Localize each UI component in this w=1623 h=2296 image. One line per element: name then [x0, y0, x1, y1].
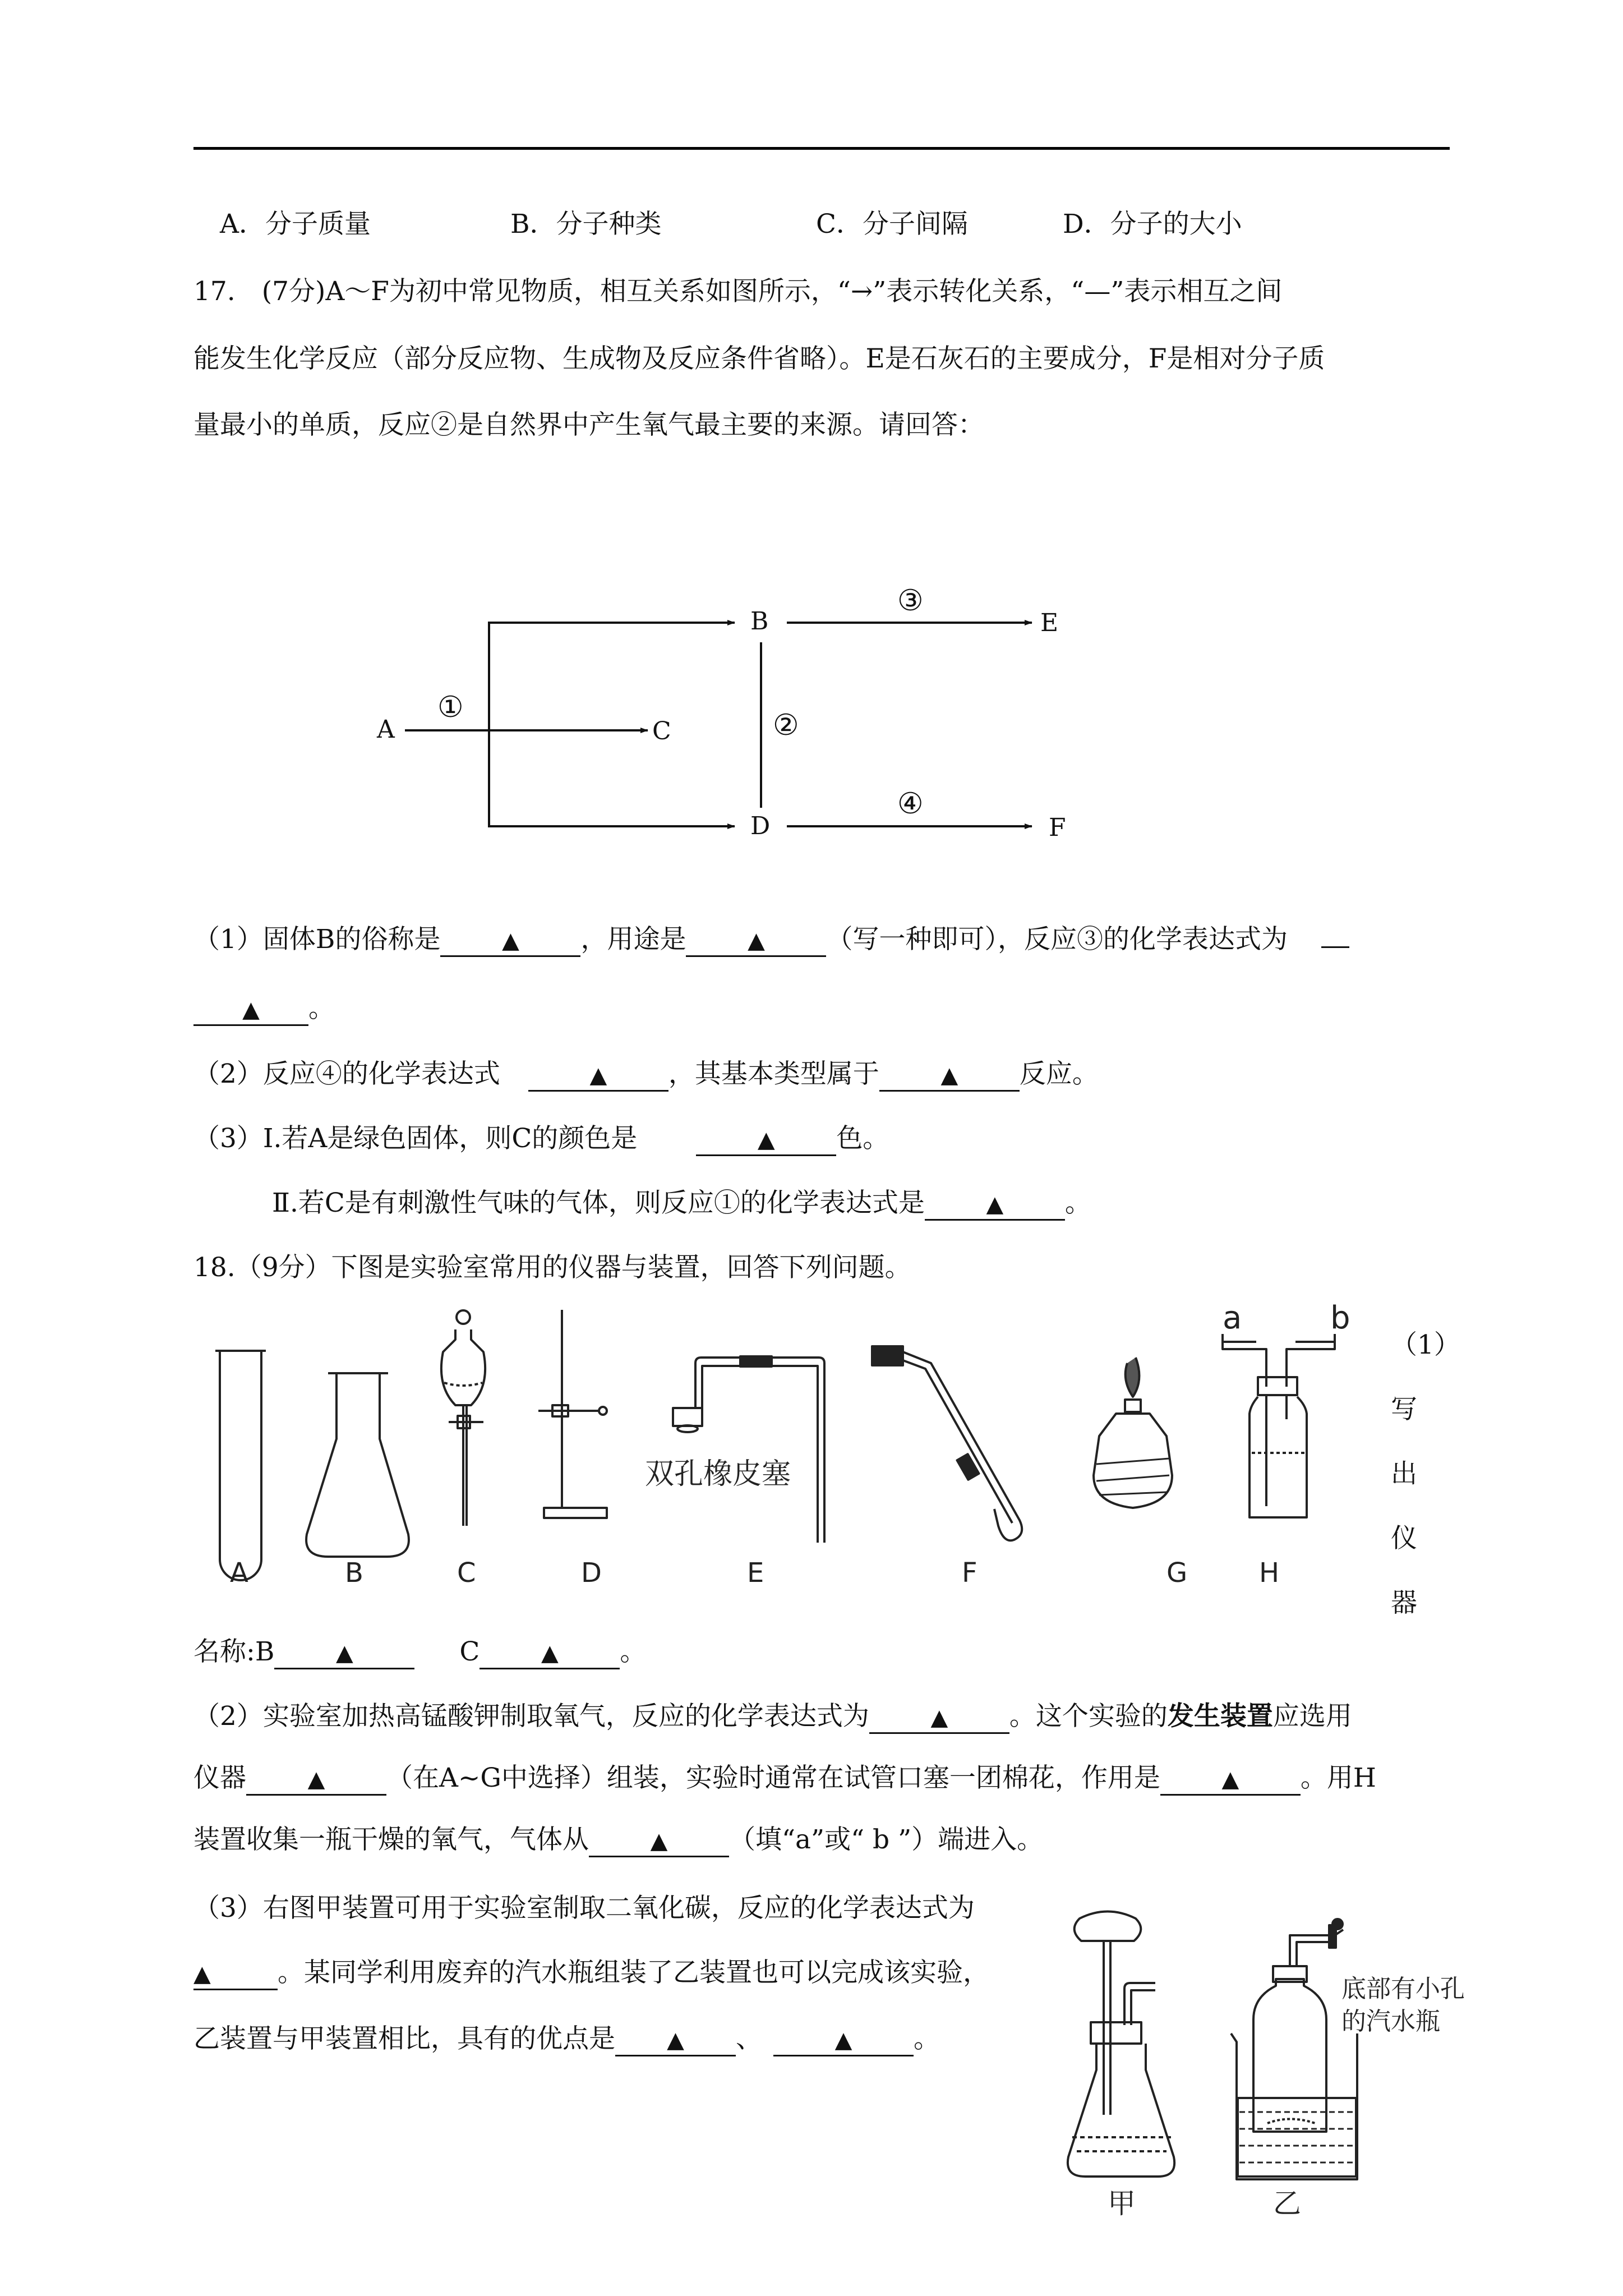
answer-blank[interactable]: ▲ — [246, 1764, 386, 1796]
answer-blank[interactable]: ▲ — [274, 1637, 414, 1669]
answer-blank[interactable]: ▲ — [925, 1189, 1065, 1221]
q16-option-d: D．分子的大小 — [1063, 209, 1242, 240]
answer-blank[interactable]: ▲ — [193, 994, 308, 1026]
reaction-2-label: ② — [773, 708, 799, 742]
yi-note-line1: 底部有小孔 — [1341, 1975, 1465, 2003]
apparatus-label-b: B — [345, 1557, 363, 1589]
jia-label: 甲 — [1108, 2187, 1136, 2220]
answer-blank[interactable]: ▲ — [589, 1825, 729, 1857]
apparatus-label-a: A — [230, 1557, 248, 1589]
apparatus-label-d: D — [581, 1557, 602, 1589]
q17-intro-line1: 17. (7分)A～F为初中常见物质，相互关系如图所示，“→”表示转化关系，“—”表示相互之间 — [193, 276, 1283, 307]
answer-blank[interactable]: ▲ — [479, 1637, 620, 1669]
answer-blank[interactable]: ▲ — [615, 2024, 736, 2056]
reaction-4-label: ④ — [897, 787, 924, 821]
h-port-b: b — [1330, 1300, 1350, 1336]
answer-blank[interactable]: ▲ — [773, 2024, 914, 2056]
answer-blank[interactable]: ▲ — [528, 1060, 668, 1092]
q18-part2-line2: 仪器 ▲ （在A~G中选择）组装，实验时通常在试管口塞一团棉花，作用是 ▲ 。用H — [193, 1761, 1376, 1796]
q18-part1-vertical: （1） 写 出 仪 器 — [1391, 1329, 1460, 1618]
answer-blank[interactable]: ▲ — [879, 1060, 1020, 1092]
q17-part3-ii: Ⅱ.若C是有刺激性气味的气体，则反应①的化学表达式是 ▲ 。 — [272, 1186, 1091, 1221]
q16-option-c: C．分子间隔 — [816, 209, 968, 240]
yi-apparatus-icon — [1231, 1919, 1357, 2179]
e-caption: 双孔橡皮塞 — [645, 1457, 791, 1491]
q17-part2: （2）反应④的化学表达式 ▲ ，其基本类型属于 ▲ 反应。 — [193, 1057, 1099, 1092]
q16-option-a: A．分子质量 — [220, 209, 371, 240]
node-f: F — [1049, 813, 1066, 842]
h-port-a: a — [1223, 1300, 1242, 1336]
apparatus-label-e: E — [747, 1557, 764, 1589]
q18-intro: 18.（9分）下图是实验室常用的仪器与装置，回答下列问题。 — [193, 1252, 911, 1283]
q18-part2-line1: （2）实验室加热高锰酸钾制取氧气，反应的化学表达式为 ▲ 。这个实验的发生装置应选用 — [193, 1700, 1352, 1734]
q17-intro-line2: 能发生化学反应（部分反应物、生成物及反应条件省略）。E是石灰石的主要成分，F是相对分子质 — [193, 343, 1325, 374]
node-d: D — [750, 812, 771, 840]
answer-blank[interactable]: ▲ — [696, 1124, 836, 1156]
answer-blank[interactable]: ▲ — [869, 1702, 1009, 1734]
answer-blank[interactable]: ▲ — [440, 925, 580, 957]
reaction-1-label: ① — [437, 691, 464, 724]
q17-part1-line2: ▲ 。 — [193, 992, 335, 1026]
apparatus-label-c: C — [457, 1557, 476, 1589]
answer-blank[interactable]: ▲ — [193, 1958, 278, 1990]
q17-part3-i: （3）Ⅰ.若A是绿色固体，则C的颜色是 ▲ 色。 — [193, 1122, 889, 1156]
apparatus-label-g: G — [1166, 1557, 1188, 1589]
q17-part1-line1: （1）固体B的俗称是 ▲ ，用途是 ▲ （写一种即可），反应③的化学表达式为 — [193, 923, 1349, 957]
node-b: B — [750, 607, 769, 636]
q17-intro-line3: 量最小的单质，反应②是自然界中产生氧气最主要的来源。请回答： — [193, 409, 984, 440]
q18-part3-line1: （3）右图甲装置可用于实验室制取二氧化碳，反应的化学表达式为 — [193, 1893, 975, 1924]
reaction-3-label: ③ — [897, 584, 924, 618]
node-c: C — [652, 717, 671, 746]
node-e: E — [1040, 609, 1059, 637]
jia-apparatus-icon — [1068, 1912, 1174, 2177]
yi-note-line2: 的汽水瓶 — [1341, 2007, 1440, 2036]
node-a: A — [377, 715, 395, 744]
apparatus-label-f: F — [962, 1557, 978, 1589]
apparatus-label-h: H — [1259, 1557, 1280, 1589]
q18-part2-line3: 装置收集一瓶干燥的氧气，气体从 ▲ （填“a”或“ b ”）端进入。 — [193, 1823, 1043, 1857]
q16-option-b: B．分子种类 — [510, 209, 662, 240]
q18-part3-line3: 乙装置与甲装置相比，具有的优点是 ▲ 、 ▲ 。 — [193, 2022, 940, 2056]
answer-blank[interactable]: ▲ — [686, 925, 826, 957]
q18-part3-line2: ▲ 。某同学利用废弃的汽水瓶组装了乙装置也可以完成该实验， — [193, 1956, 989, 1990]
q18-part1-names: 名称:B ▲ C ▲ 。 — [193, 1635, 646, 1669]
answer-blank[interactable]: ▲ — [1160, 1764, 1301, 1796]
yi-label: 乙 — [1273, 2187, 1301, 2220]
